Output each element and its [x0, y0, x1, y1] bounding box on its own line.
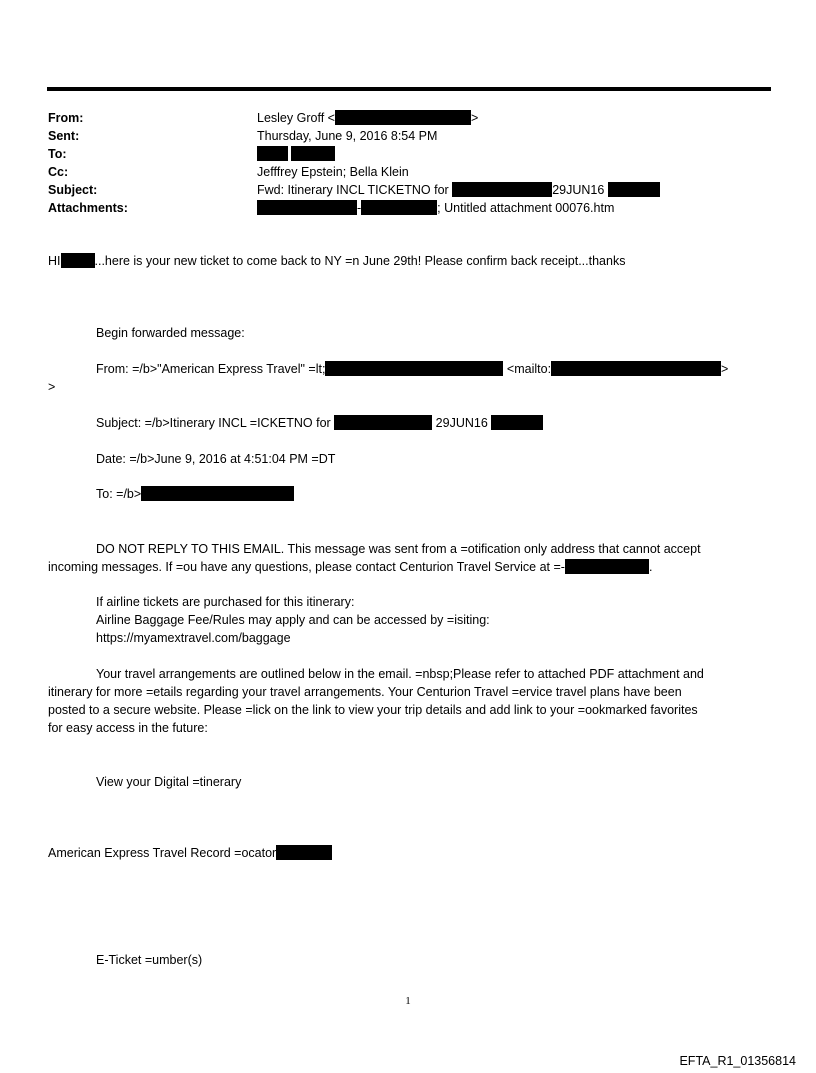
arrange-line-1: Your travel arrangements are outlined below in the email. =nbsp;Please refer to attached PDF attachment and: [96, 667, 704, 681]
redaction: [276, 845, 332, 860]
document-id: EFTA_R1_01356814: [679, 1054, 796, 1068]
begin-forwarded: Begin forwarded message:: [96, 326, 245, 340]
page-number: 1: [405, 995, 411, 1007]
redaction: [325, 361, 503, 376]
redaction: [291, 146, 335, 161]
fwd-date-line: Date: =/b>June 9, 2016 at 4:51:04 PM =DT: [96, 452, 336, 466]
subject-value: Fwd: Itinerary INCL TICKETNO for 29JUN16: [257, 181, 660, 199]
redaction: [334, 415, 432, 430]
redaction: [141, 486, 294, 501]
redaction: [565, 559, 649, 574]
record-locator-line: American Express Travel Record =ocator: [48, 844, 332, 862]
baggage-url: https://myamextravel.com/baggage: [96, 631, 291, 645]
view-digital-itinerary: View your Digital =tinerary: [96, 775, 242, 789]
redaction: [608, 182, 660, 197]
header-rule: [47, 87, 771, 91]
from-label: From:: [48, 111, 84, 125]
fwd-subject-line: Subject: =/b>Itinerary INCL =ICKETNO for 29JUN16: [96, 414, 543, 432]
arrange-line-2: itinerary for more =etails regarding your travel arrangements. Your Centurion Travel =ervice travel plans have been: [48, 685, 682, 699]
fwd-to-line: To: =/b>: [96, 485, 294, 503]
redaction: [257, 146, 288, 161]
redaction: [551, 361, 721, 376]
to-value: [257, 145, 335, 163]
airline-line-2: Airline Baggage Fee/Rules may apply and can be accessed by =isiting:: [96, 613, 490, 627]
fwd-gt: >: [48, 380, 56, 394]
subject-label: Subject:: [48, 183, 98, 197]
attachments-label: Attachments:: [48, 201, 128, 215]
sent-value: Thursday, June 9, 2016 8:54 PM: [257, 129, 438, 143]
arrange-line-4: for easy access in the future:: [48, 721, 208, 735]
donotreply-line-1: DO NOT REPLY TO THIS EMAIL. This message was sent from a =otification only address that cannot accept: [96, 542, 701, 556]
sent-label: Sent:: [48, 129, 80, 143]
redaction: [257, 200, 357, 215]
redaction: [361, 200, 437, 215]
redaction: [491, 415, 543, 430]
arrange-line-3: posted to a secure website. Please =lick on the link to view your trip details and add link to your =ookmarked favorites: [48, 703, 698, 717]
fwd-from-line: From: =/b>"American Express Travel" =lt; <mailto: >: [96, 362, 729, 376]
airline-line-1: If airline tickets are purchased for this itinerary:: [96, 595, 355, 609]
eticket-line: E-Ticket =umber(s): [96, 953, 203, 967]
to-label: To:: [48, 147, 67, 161]
redaction: [61, 253, 95, 268]
donotreply-line-2: incoming messages. If =ou have any questions, please contact Centurion Travel Service at =- .: [48, 560, 653, 574]
redaction: [335, 110, 471, 125]
greeting-line: HI ...here is your new ticket to come back to NY =n June 29th! Please confirm back receipt...thanks: [48, 254, 626, 268]
attachments-value: - ; Untitled attachment 00076.htm: [257, 199, 614, 217]
cc-label: Cc:: [48, 165, 69, 179]
redaction: [452, 182, 552, 197]
cc-value: Jefffrey Epstein; Bella Klein: [257, 165, 409, 179]
from-value: Lesley Groff < >: [257, 111, 479, 125]
